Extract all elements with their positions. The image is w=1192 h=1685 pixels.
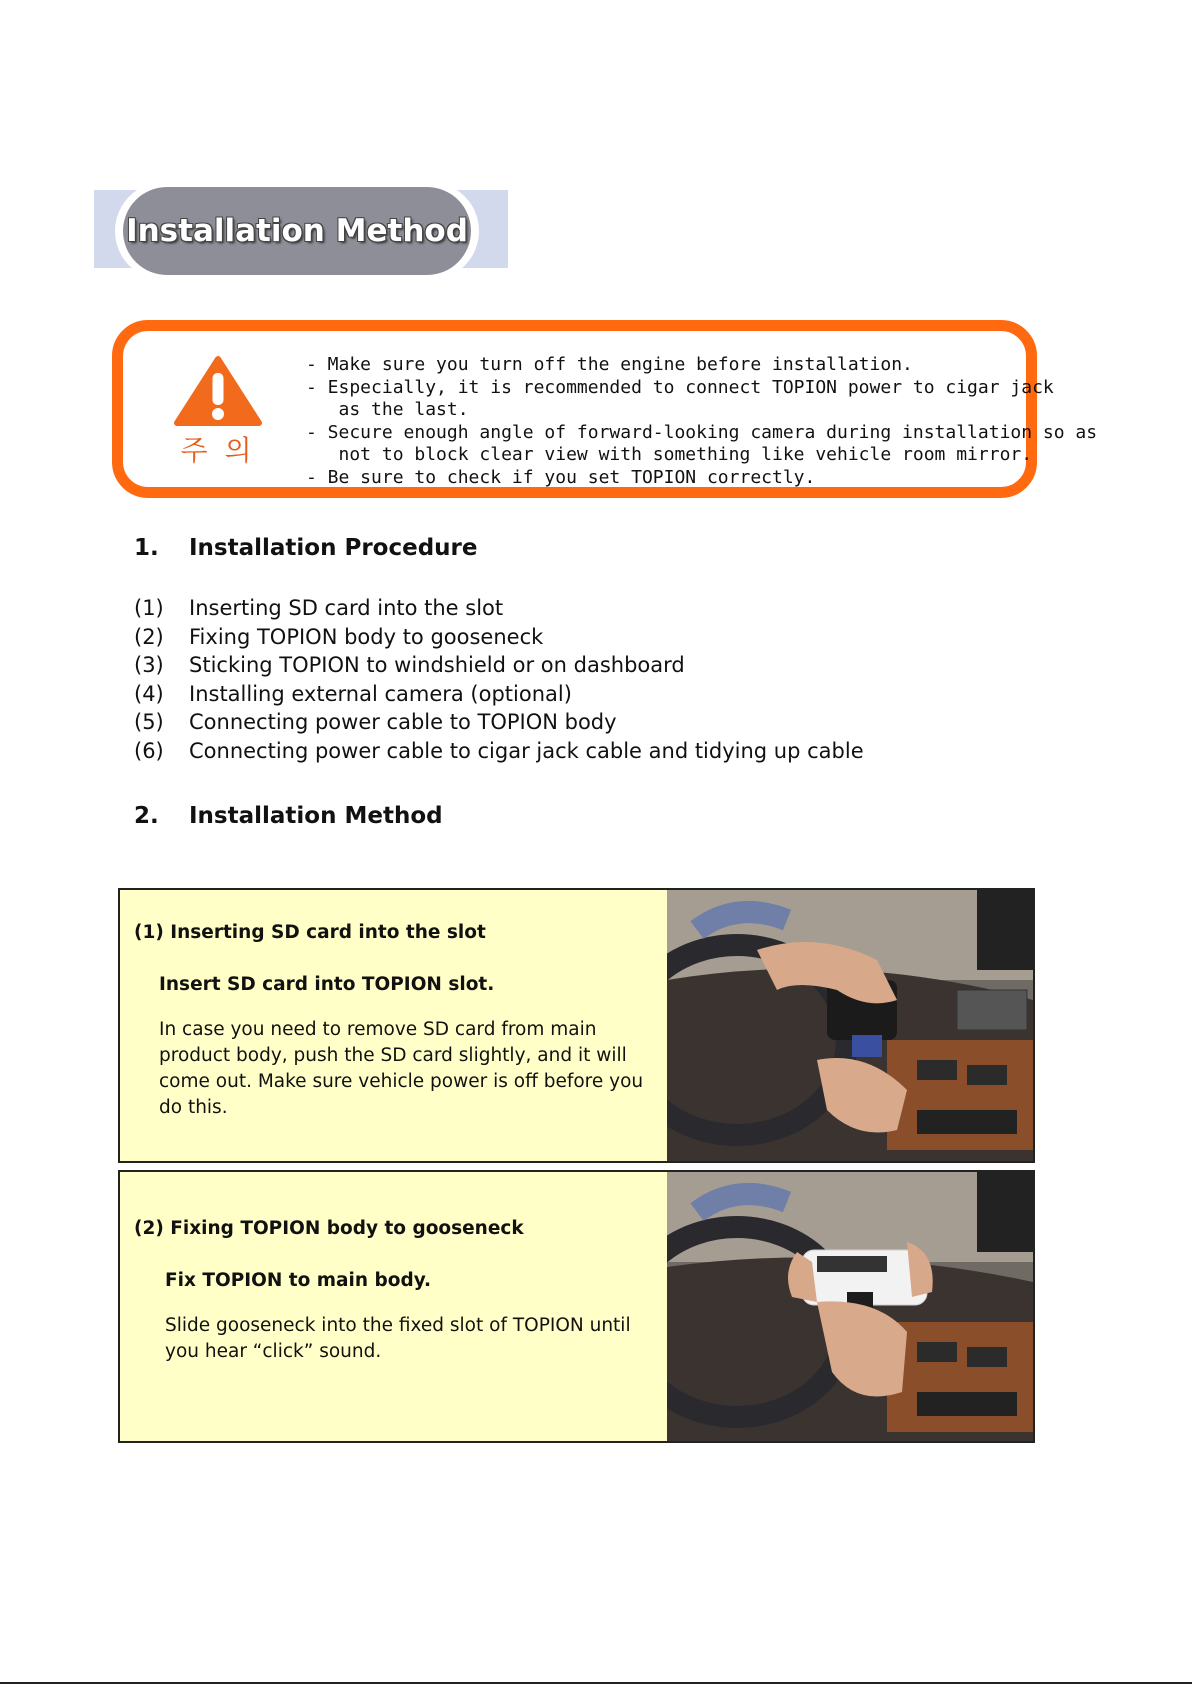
panel-body: In case you need to remove SD card from main product body, push the SD card slightly, and it will come out. Make sure vehicle power is off before you do this. bbox=[159, 1019, 644, 1118]
procedure-list bbox=[134, 594, 864, 766]
photo-sd-card-insertion bbox=[667, 890, 1033, 1161]
list-item-number: (4) bbox=[134, 681, 164, 706]
list-item-number: (3) bbox=[134, 653, 164, 678]
list-item-text: Inserting SD card into the slot bbox=[189, 596, 504, 620]
section-heading-method bbox=[134, 803, 443, 829]
method-panel-gooseneck bbox=[118, 1170, 1035, 1443]
caution-label: 주 의 bbox=[180, 434, 256, 467]
list-item bbox=[134, 594, 864, 623]
photo-illustration bbox=[667, 890, 1033, 1161]
panel-title: (1) Inserting SD card into the slot bbox=[134, 922, 486, 943]
list-item-number: (1) bbox=[134, 596, 164, 620]
page-title: Installation Method bbox=[126, 213, 468, 249]
caution-line: - Especially, it is recommended to connect TOPION power to cigar jack bbox=[306, 376, 1054, 398]
photo-gooseneck-mounting bbox=[667, 1172, 1033, 1441]
method-panel-sd-card bbox=[118, 888, 1035, 1163]
list-item-text: Sticking TOPION to windshield or on dashboard bbox=[189, 653, 685, 678]
list-item bbox=[134, 708, 864, 737]
panel-subtitle: Insert SD card into TOPION slot. bbox=[159, 974, 495, 995]
photo-illustration bbox=[667, 1172, 1033, 1441]
list-item-text: Connecting power cable to TOPION body bbox=[189, 710, 617, 735]
caution-icon-block bbox=[173, 355, 263, 465]
list-item-number: (2) bbox=[134, 624, 164, 649]
panel-subtitle: Fix TOPION to main body. bbox=[165, 1270, 432, 1291]
list-item-number: (5) bbox=[134, 710, 164, 735]
list-item-text: Fixing TOPION body to gooseneck bbox=[189, 624, 544, 649]
list-item-text: Installing external camera (optional) bbox=[189, 681, 572, 706]
list-item bbox=[134, 737, 864, 766]
list-item bbox=[134, 651, 864, 680]
section-title: Installation Procedure bbox=[189, 535, 478, 561]
section-number: 2. bbox=[134, 803, 159, 829]
caution-line: - Secure enough angle of forward-looking camera during installation so as bbox=[306, 421, 1098, 443]
list-item-text: Connecting power cable to cigar jack cable and tidying up cable bbox=[189, 738, 864, 763]
caution-line: as the last. bbox=[306, 399, 469, 420]
panel-body: Slide gooseneck into the fixed slot of TOPION until you hear “click” sound. bbox=[165, 1315, 631, 1362]
caution-box bbox=[112, 320, 1098, 498]
title-banner bbox=[123, 187, 471, 275]
caution-line: - Make sure you turn off the engine before installation. bbox=[306, 354, 913, 375]
list-item bbox=[134, 680, 864, 709]
section-title: Installation Method bbox=[189, 803, 443, 829]
section-number: 1. bbox=[134, 535, 159, 561]
caution-line: not to block clear view with something like vehicle room mirror. bbox=[306, 444, 1033, 465]
list-item-number: (6) bbox=[134, 738, 164, 763]
caution-text bbox=[306, 354, 1098, 489]
caution-line: - Be sure to check if you set TOPION correctly. bbox=[306, 466, 816, 488]
list-item bbox=[134, 623, 864, 652]
section-heading-procedure bbox=[134, 535, 478, 561]
panel-title: (2) Fixing TOPION body to gooseneck bbox=[134, 1218, 524, 1239]
page-bottom-rule bbox=[0, 1682, 1192, 1684]
